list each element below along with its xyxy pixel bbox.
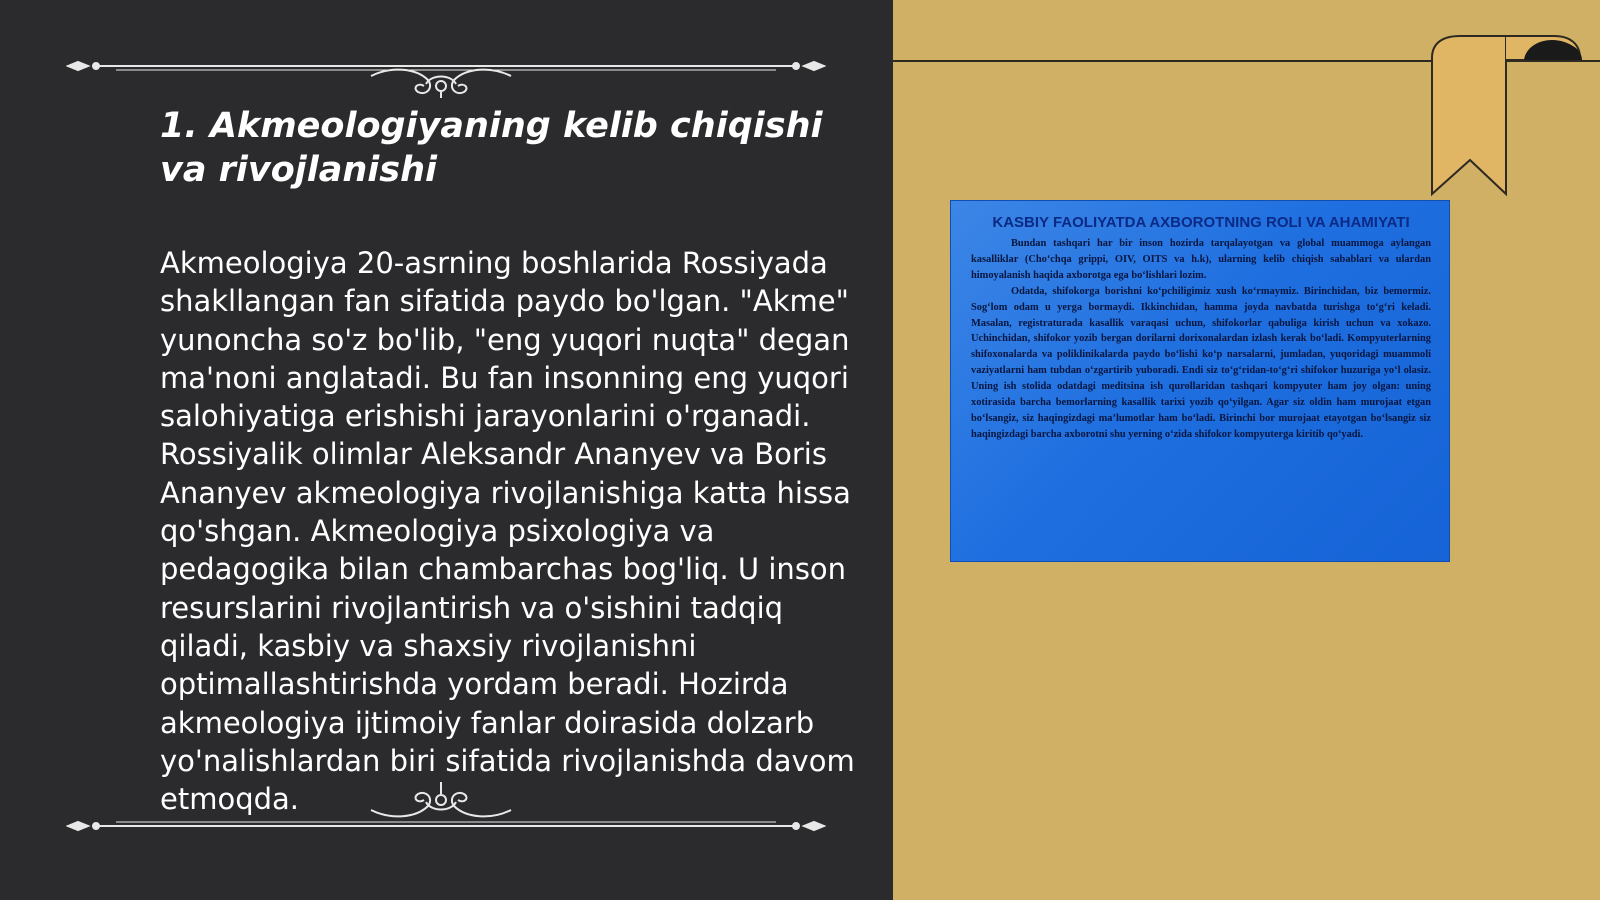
document-paragraph: Odatda, shifokorga borishni ko‘pchiligimiz xush ko‘rmaymiz. Birinchidan, biz bemormiz. Sog‘lom odam u yerga bormaydi. Ikkinchidan, hamma joyda navbatda turishga to‘g‘ri keladi. Masalan, registraturada kasallik varaqasi uchun, shifokorlar qabuliga kirish uchun va xokazo. Uchinchidan, shifokor yozib bergan dorilarni dorixonalardan izlash kerak bo‘ladi. Kompyuterlarning shifoxonalarda va poliklinikalarda paydo bo‘lishi ko‘p narsalarni, jumladan, yuqoridagi muammoli vaziyatlarni ham tubdan o‘zgartirib yuboradi. Endi siz to‘g‘ridan-to‘g‘ri shifokor huzuriga yo‘l olasiz. Uning ish stolida odatdagi meditsina ish qurollaridan tashqari kompyuter ham joy olgan: uning xotirasida barcha bemorlarning kasallik tarixi yozib qo‘yilgan. Agar siz oldin ham murojaat etgan bo‘lsangiz, siz haqingizdagi ma’lumotlar ham bo‘ladi. Birinchi bor murojaat etayotgan bo‘lsangiz siz haqingizdagi barcha axborotni shu yerning o‘zida shifokor kompyuterga kiritib qo‘yadi.: [971, 285, 1431, 440]
bottom-scroll-ornament-icon: [66, 780, 826, 840]
document-heading: KASBIY FAOLIYATDA AXBOROTNING ROLI VA AHAMIYATI: [992, 214, 1410, 231]
document-image: [950, 200, 1450, 562]
document-paragraph: Bundan tashqari har bir inson hozirda tarqalayotgan va global muammoga aylangan kasalliklar (Cho‘chqa grippi, OIV, OITS va h.k), ularning kelib chiqish sabablari va ulardan himoyalanish haqida axborotga ega bo‘lishlari lozim.: [971, 238, 1431, 281]
top-scroll-ornament-icon: [66, 38, 826, 98]
slide-body-text: Akmeologiya 20-asrning boshlarida Rossiyada shakllangan fan sifatida paydo bo'lgan. "Akme" yunoncha so'z bo'lib, "eng yuqori nuqta" degan ma'noni anglatadi. Bu fan insonning eng yuqori salohiyatiga erishishi jarayonlarini o'rganadi. Rossiyalik olimlar Aleksandr Ananyev va Boris Ananyev akmeologiya rivojlanishiga katta hissa qo'shgan. Akmeologiya psixologiya va pedagogika bilan chambarchas bog'liq. U inson resurslarini rivojlantirish va o'sishini tadqiq qiladi, kasbiy va shaxsiy rivojlanishni optimallashtirishda yordam beradi. Hozirda akmeologiya ijtimoiy fanlar doirasida dolzarb yo'nalishlardan biri sifatida rivojlanishda davom etmoqda.: [160, 246, 855, 817]
slide-title: 1. Akmeologiyaning kelib chiqishi va rivojlanishi: [160, 106, 823, 190]
bookmark-ribbon-icon: [1430, 34, 1600, 204]
